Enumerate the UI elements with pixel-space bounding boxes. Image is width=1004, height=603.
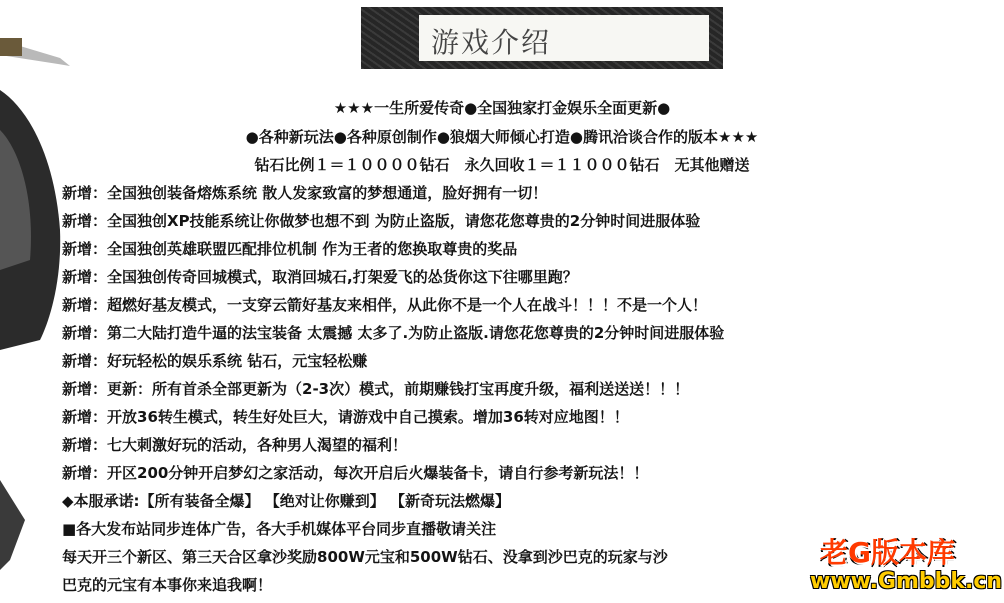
feature-item: 新增：好玩轻松的娱乐系统 钻石，元宝轻松赚	[62, 352, 368, 370]
watermark-url: www.Gmbbk.cn	[810, 569, 1003, 594]
feature-item: 新增：全国独创英雄联盟匹配排位机制 作为王者的您换取尊贵的奖品	[62, 240, 518, 258]
feature-item: 新增：开区200分钟开启梦幻之家活动，每次开启后火爆装备卡，请自行参考新玩法！！	[62, 464, 649, 482]
feature-item: 新增：全国独创XP技能系统让你做梦也想不到 为防止盗版，请您花您尊贵的2分钟时间进服体验	[62, 212, 701, 230]
daily-events-line-2: 巴克的元宝有本事你来追我啊！	[62, 576, 273, 594]
feature-item: 新增：第二大陆打造牛逼的法宝装备 太震撼 太多了.为防止盗版.请您花您尊贵的2分钟时间进服体验	[62, 324, 725, 342]
headline-line-2: ●各种新玩法●各种原创制作●狼烟大师倾心打造●腾讯洽谈合作的版本★★★	[245, 128, 759, 146]
title-panel	[419, 15, 709, 61]
daily-events-line-1: 每天开三个新区、第三天合区拿沙奖励800W元宝和500W钻石、没拿到沙巴克的玩家与沙	[62, 548, 668, 566]
title-banner	[361, 7, 723, 69]
broadcast-notice: ■各大发布站同步连体广告，各大手机媒体平台同步直播敬请关注	[62, 520, 497, 538]
ratio-line: 钻石比例１＝１００００钻石 永久回收１＝１１０００钻石 无其他赠送	[254, 156, 750, 174]
feature-item: 新增：超燃好基友模式，一支穿云箭好基友来相伴，从此你不是一个人在战斗！！！不是一个人！	[62, 296, 708, 314]
feature-item: 新增：全国独创装备熔炼系统 散人发家致富的梦想通道，脸好拥有一切！	[62, 184, 548, 202]
feature-item: 新增：开放36转生模式，转生好处巨大，请游戏中自己摸索。增加36转对应地图！！	[62, 408, 629, 426]
feature-item: 新增：七大刺激好玩的活动，各种男人渴望的福利！	[62, 436, 408, 454]
watermark-logo-text: 老G版本库	[820, 536, 955, 569]
feature-item: 新增：全国独创传奇回城模式，取消回城石,打架爱飞的怂货你这下往哪里跑？	[62, 268, 578, 286]
page-title: 游戏介绍	[431, 26, 552, 59]
server-promise: ◆本服承诺:【所有装备全爆】 【绝对让你赚到】 【新奇玩法燃爆】	[62, 492, 510, 510]
watermark-badge	[800, 525, 1003, 601]
feature-item: 新增：更新：所有首杀全部更新为（2-3次）模式，前期赚钱打宝再度升级，福利送送送！！！	[62, 380, 690, 398]
headline-line-1: ★★★一生所爱传奇●全国独家打金娱乐全面更新●	[333, 99, 671, 117]
decorative-sword-art	[0, 0, 70, 603]
